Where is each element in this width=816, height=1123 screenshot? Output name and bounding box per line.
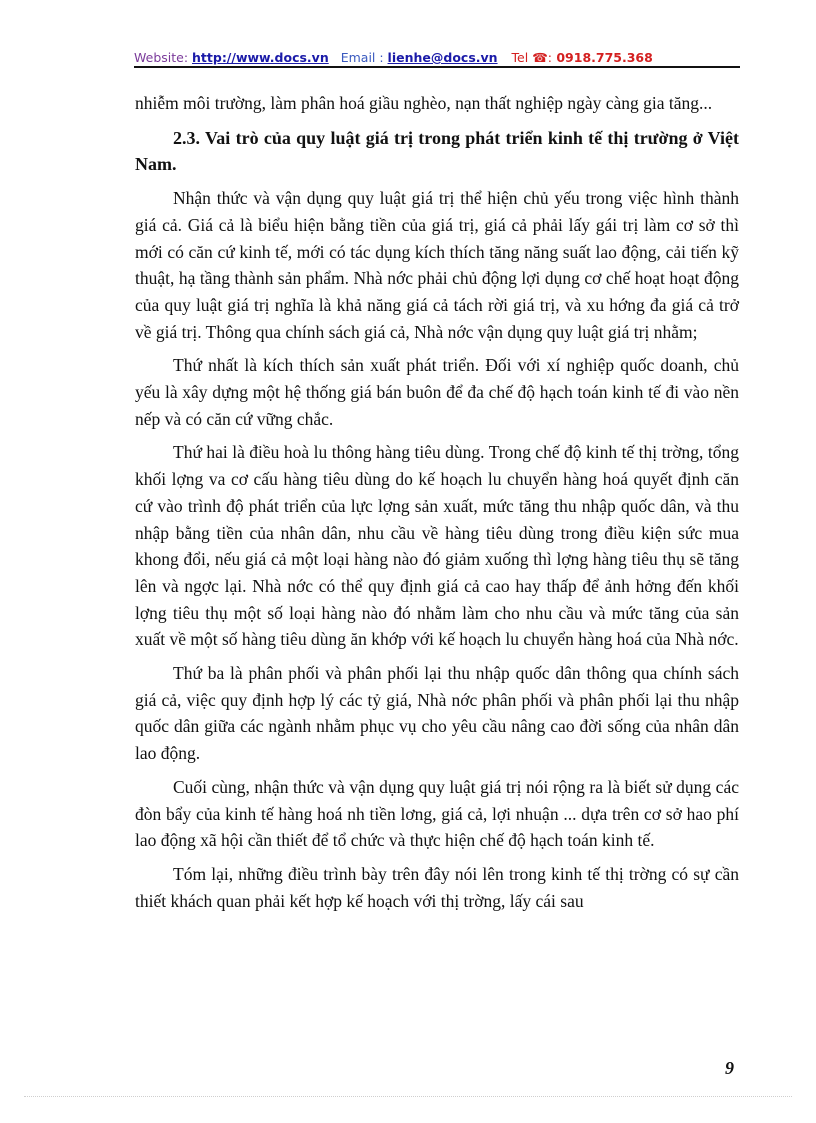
paragraph-4: Thứ ba là phân phối và phân phối lại thu nhập quốc dân thông qua chính sách giá cả, việc quy định hợp lý các tỷ giá, Nhà nớc phân phối và phân phối lại thu nhập quốc dân giữa các ngành nhằm phục vụ cho yêu cầu nâng cao đời sống của nhân dân lao động. [135,663,739,764]
header-rule [134,66,740,68]
phone-number: 0918.775.368 [552,50,653,65]
email-link[interactable]: lienhe@docs.vn [387,50,498,65]
page-number: 9 [725,1058,734,1078]
paragraph-6: Tóm lại, những điều trình bày trên đây nói lên trong kinh tế thị trờng có sự cần thiết khách quan phải kết hợp kế hoạch với thị trờng, lấy cái sau [135,863,739,911]
paragraph-continuation: nhiễm môi trường, làm phân hoá giầu nghèo, nạn thất nghiệp ngày càng gia tăng... [135,93,713,113]
document-body [135,90,739,921]
paragraph-2: Thứ nhất là kích thích sản xuất phát triển. Đối với xí nghiệp quốc doanh, chủ yếu là xây dựng một hệ thống giá bán buôn để đa chế độ hạch toán kinh tế đi vào nền nếp và có căn cứ vững chắc. [135,355,739,429]
website-link[interactable]: http://www.docs.vn [192,50,329,65]
paragraph-3: Thứ hai là điều hoà lu thông hàng tiêu dùng. Trong chế độ kinh tế thị trờng, tổng khối lợng va cơ cấu hàng tiêu dùng do kế hoạch lu chuyển hàng hoá quyết định căn cứ vào trình độ phát triển của lực lợng sản xuất, mức tăng thu nhập quốc dân, và thu nhập bằng tiền của nhân dân, nhu cầu về hàng tiêu dùng trong điều kiện sức mua khong đổi, nếu giá cả một loại hàng nào đó giảm xuống thì lợng hàng tiêu thụ sẽ tăng lên và ngợc lại. Nhà nớc có thể quy định giá cả cao hay thấp để ảnh hởng đến khối lợng tiêu thụ một số loại hàng nào đó nhằm làm cho nhu cầu và mức tăng của sản xuất về một số hàng tiêu dùng ăn khớp với kế hoạch lu chuyển hàng hoá của Nhà nớc. [135,442,739,650]
footer-rule [24,1096,792,1097]
paragraph-1: Nhận thức và vận dụng quy luật giá trị thể hiện chủ yếu trong việc hình thành giá cả. Giá cả là biểu hiện bằng tiền của giá trị, giá cả phải lấy gái trị làm cơ sở thì mới có căn cứ kinh tế, mới có tác dụng kích thích tăng năng suất lao động, cải tiến kỹ thuật, hạ tầng thành sản phẩm. Nhà nớc phải chủ động lợi dụng cơ chế hoạt hoạt động của quy luật giá trị nghĩa là khả năng giá cả tách rời giá trị, và xu hớng đa giá cả trở về giá trị. Thông qua chính sách giá cả, Nhà nớc vận dụng quy luật giá trị nhằm; [135,188,739,342]
tel-label: Tel [511,50,533,65]
paragraph-5: Cuối cùng, nhận thức và vận dụng quy luật giá trị nói rộng ra là biết sử dụng các đòn bẩy của kinh tế hàng hoá nh tiền lơng, giá cả, lợi nhuận ... dựa trên cơ sở hao phí lao động xã hội cần thiết để tổ chức và thực hiện chế độ hạch toán kinh tế. [135,776,739,851]
section-heading: 2.3. Vai trò của quy luật giá trị trong phát triển kinh tế thị trường ở Việt Nam. [135,127,739,175]
phone-icon: ☎: [532,50,552,65]
website-label: Website: [134,50,193,65]
email-label: Email : [340,50,388,65]
